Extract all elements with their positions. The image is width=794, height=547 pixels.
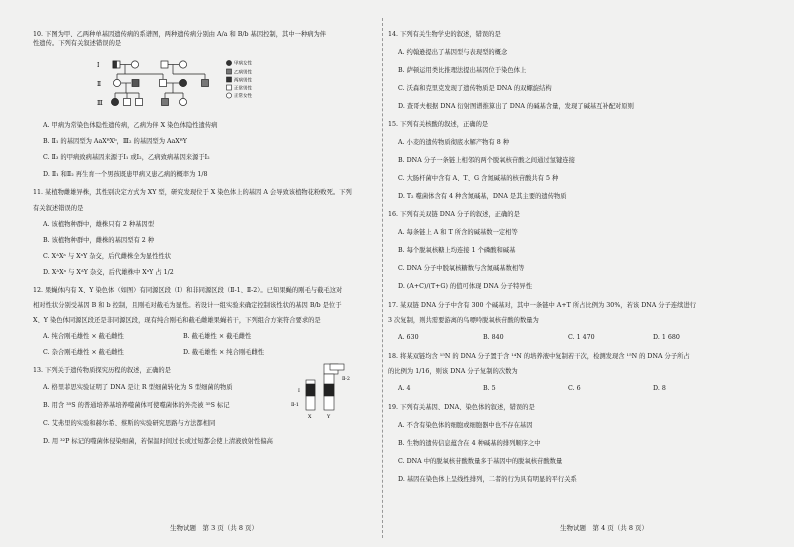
q17-option-c: C. 1 470 <box>568 334 595 341</box>
q15-option-b: B. DNA 分子一条链上相邻的两个脱氧核苷酸之间通过氢键连接 <box>398 157 575 164</box>
generation-label-1: Ⅰ <box>97 62 100 69</box>
q13-stem: 13. 下列关于遗传物质探究历程的叙述，正确的是 <box>33 367 171 375</box>
q17-stem-line1: 17. 某双链 DNA 分子中含有 300 个碱基对，其中一条链中 A+T 所占比例为 30%，若该 DNA 分子连续进行 <box>388 302 697 309</box>
q16-option-d: D. (A+C)/(T+G) 的值可体现 DNA 分子特异性 <box>398 283 533 290</box>
q17-options <box>388 333 753 342</box>
fig-label-ii-1: Ⅱ-1 <box>291 403 299 408</box>
question-18 <box>388 352 753 393</box>
q12-option-c: C. 杂合刚毛雄性 × 截毛雌性 <box>43 349 124 357</box>
q11-stem-line1: 11. 某植物雌雄异株，其性别决定方式为 XY 型，研究发现位于 X 染色体上的基因 A 会导致该植物花粉败死。下列 <box>33 188 352 196</box>
fig-label-i: Ⅰ <box>298 389 300 394</box>
q10-stem-line1: 10. 下图为甲、乙两种单基因遗传病的系谱图，两种遗传病分别由 A/a 和 B/b 基因控制，其中一种病为伴 <box>33 31 327 38</box>
q14-option-c: C. 沃森和克里克发现了遗传物质是 DNA 的双螺旋结构 <box>398 85 552 92</box>
legend-item-3: 两病男性 <box>234 78 252 84</box>
q17-option-d: D. 1 680 <box>653 334 680 341</box>
q12-stem-line3: X、Y 染色体同源区段还是非同源区段，现有纯合刚毛和截毛雌雄果蝇若干，下列组合方案符合要求的是 <box>33 317 321 325</box>
pedigree-legend <box>226 60 231 98</box>
q11-option-a: A. 该植物种群中，雄株只有 2 种基因型 <box>43 220 155 228</box>
footer-page-4: 生物试题 第 4 页（共 8 页） <box>560 524 649 532</box>
q19-option-b: B. 生物的遗传信息蕴含在 4 种碱基的排列顺序之中 <box>398 440 541 447</box>
q18-stem-line2: 的比例为 1/16，则该 DNA 分子复制的次数为 <box>388 368 518 375</box>
fig-label-y: Y <box>327 415 331 420</box>
q18-option-a: A. 4 <box>398 385 411 392</box>
q10-option-d: D. Ⅱ₁ 和Ⅱ₂ 再生育一个男孩既患甲病又患乙病的概率为 1/8 <box>43 170 208 178</box>
footer-page-3: 生物试题 第 3 页（共 8 页） <box>170 524 259 532</box>
question-12 <box>33 286 378 357</box>
q18-options <box>388 384 753 393</box>
question-14 <box>388 30 753 111</box>
q12-stem-line2: 相对性状分别受基因 B 和 b 控制，且刚毛对截毛为显性。若设计一组实验来确定控制该性状的基因 B/b 是位于 <box>33 302 342 310</box>
q18-option-b: B. 5 <box>483 385 496 392</box>
q17-option-a: A. 630 <box>398 334 419 341</box>
question-19 <box>388 403 753 484</box>
q17-option-b: B. 840 <box>483 334 504 341</box>
q15-option-d: D. T₂ 噬菌体含有 4 种含氮碱基，DNA 是其主要的遗传物质 <box>398 193 567 200</box>
q12-stem-line1: 12. 果蝇体内有 X、Y 染色体（如图）有同源区段（Ⅰ）和非同源区段（Ⅱ-1、Ⅱ-2）。已知果蝇的刚毛与截毛这对 <box>33 287 343 295</box>
q10-option-b: B. Ⅱ₁ 的基因型为 AaXᴮXᵇ，Ⅲ₂ 的基因型为 AaXᴮY <box>43 138 187 146</box>
question-16 <box>388 210 753 291</box>
q13-option-d: D. 用 ³²P 标记的噬菌体侵染细菌，若保温时间过长或过短都会使上清液放射性偏高 <box>43 438 273 446</box>
q19-option-d: D. 基因在染色体上呈线性排列，二者的行为具有明显的平行关系 <box>398 476 577 483</box>
generation-label-3: Ⅲ <box>97 100 103 107</box>
legend-item-5: 正常女性 <box>234 94 252 99</box>
pedigree-chart <box>93 54 323 112</box>
q19-option-a: A. 不含有染色体的细胞或细胞器中也不存在基因 <box>398 422 533 429</box>
legend-item-4: 正常男性 <box>234 86 252 92</box>
q11-option-c: C. XᴬXᵃ 与 XᵃY 杂交，后代雌株全为显性性状 <box>43 253 172 261</box>
q15-stem: 15. 下列有关核酸的叙述，正确的是 <box>388 121 489 128</box>
q18-option-d: D. 8 <box>653 385 666 392</box>
q10-option-a: A. 甲病为常染色体隐性遗传病，乙病为伴 X 染色体隐性遗传病 <box>43 122 218 129</box>
q12-options <box>33 332 378 357</box>
q13-option-a: A. 格里菲思实验证明了 DNA 是让 R 型细菌转化为 S 型细菌的物质 <box>43 384 233 392</box>
q16-option-c: C. DNA 分子中脱氧核糖数与含氮碱基数相等 <box>398 265 525 272</box>
question-17 <box>388 301 753 342</box>
question-11 <box>33 188 378 278</box>
q13-option-c: C. 艾弗里的实验和赫尔希、蔡斯的实验研究思路与方法都相同 <box>43 420 216 428</box>
q16-option-b: B. 每个脱氧核糖上均连接 1 个磷酸和碱基 <box>398 247 516 254</box>
q19-stem: 19. 下列有关基因、DNA、染色体的叙述，错误的是 <box>388 404 535 411</box>
q16-option-a: A. 每条链上 A 和 T 所含的碱基数一定相等 <box>398 229 518 236</box>
q18-stem-line1: 18. 将某双链均含 ¹⁵N 的 DNA 分子置于含 ¹⁴N 的培养液中复制若干次，检测发现含 ¹⁵N 的 DNA 分子所占 <box>388 353 690 360</box>
q17-stem-line2: 3 次复制，则共需要游离的鸟嘌呤脱氧核苷酸的数量为 <box>388 317 539 324</box>
q10-option-c: C. Ⅱ₃ 的甲病致病基因来源于Ⅰ₁ 或Ⅰ₂，乙病致病基因来源于Ⅰ₂ <box>43 154 210 162</box>
fig-label-ii-2: Ⅱ-2 <box>342 377 350 382</box>
question-10 <box>33 30 378 179</box>
q14-option-d: D. 查哥夫根据 DNA 衍射图谱推算出了 DNA 的碱基含量，发现了碱基互补配对原则 <box>398 103 634 110</box>
q11-option-b: B. 该植物种群中，雌株的基因型有 2 种 <box>43 236 155 244</box>
legend-item-2: 乙病男性 <box>234 70 252 76</box>
right-column <box>388 30 753 484</box>
q16-stem: 16. 下列有关双链 DNA 分子的叙述，正确的是 <box>388 211 520 218</box>
q13-option-b: B. 用含 ³⁵S 的普通培养基培养噬菌体可使噬菌体的外壳被 ³⁵S 标记 <box>43 402 230 410</box>
q11-option-d: D. XᴬXᵃ 与 XᴬY 杂交，后代雄株中 XᵃY 占 1/2 <box>43 269 174 277</box>
q15-option-c: C. 大肠杆菌中含有 A、T、G 含氮碱基的核苷酸共有 5 种 <box>398 175 559 182</box>
xy-chromosome-figure <box>286 362 366 432</box>
q12-option-b: B. 截毛雄性 × 截毛雌性 <box>183 333 252 341</box>
q14-stem: 14. 下列有关生物学史的叙述，错误的是 <box>388 31 501 38</box>
q14-option-b: B. 萨顿运用类比推理法提出基因位于染色体上 <box>398 67 527 74</box>
q11-stem-line2: 有关叙述错误的是 <box>33 204 84 212</box>
legend-item-1: 甲病女性 <box>234 61 252 67</box>
question-15 <box>388 120 753 201</box>
generation-label-2: Ⅱ <box>97 81 102 88</box>
q18-option-c: C. 6 <box>568 385 581 392</box>
column-divider <box>382 18 383 538</box>
q19-option-c: C. DNA 中的脱氧核苷酸数量多于基因中的脱氧核苷酸数量 <box>398 458 563 465</box>
q14-option-a: A. 约翰逊提出了基因型与表现型的概念 <box>398 49 508 56</box>
q10-stem-line2: 性遗传。下列有关叙述错误的是 <box>33 40 122 47</box>
q12-option-a: A. 纯合刚毛雄性 × 截毛雌性 <box>43 333 124 341</box>
fig-label-x: X <box>308 415 312 420</box>
q12-option-d: D. 截毛雄性 × 纯合刚毛雌性 <box>183 349 265 357</box>
q15-option-a: A. 小麦的遗传物质彻底水解产物有 8 种 <box>398 139 510 146</box>
